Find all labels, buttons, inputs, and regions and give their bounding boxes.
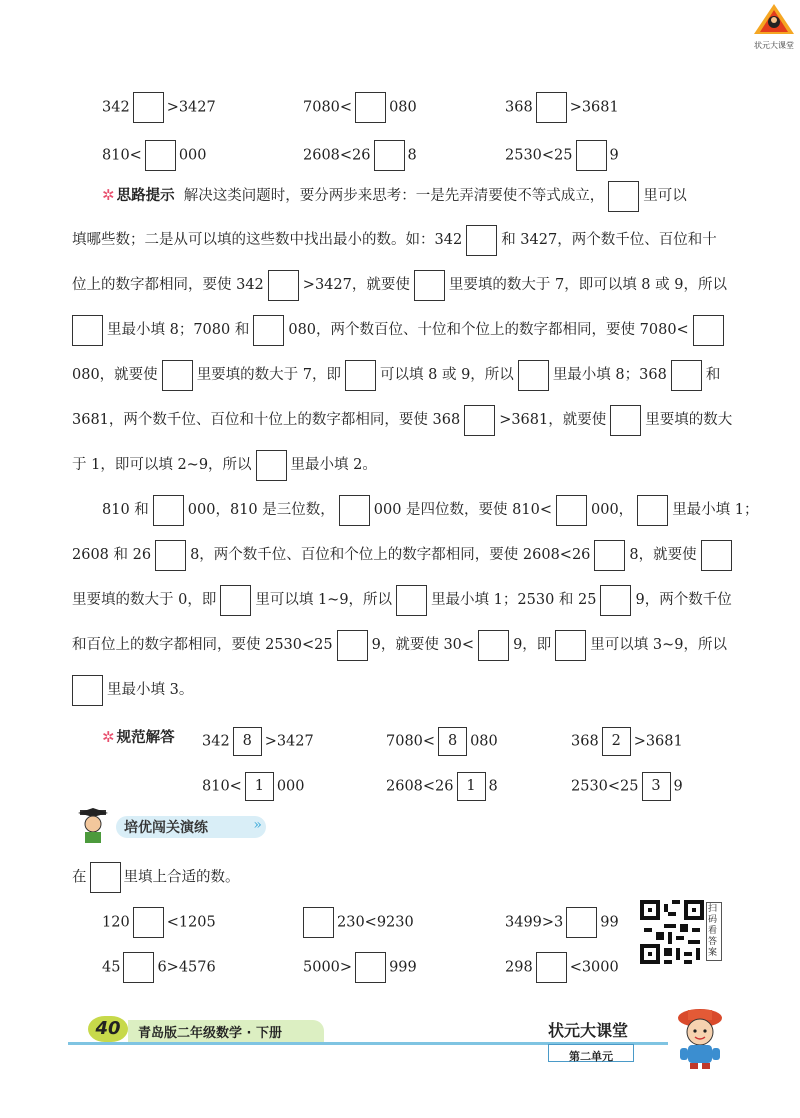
problem-1-3: 368 >3681 bbox=[505, 92, 619, 123]
hint-line-10: 里要填的数大于 0，即 里可以填 1~9，所以 里最小填 1；2530 和 25 9，两个数千位 bbox=[72, 583, 732, 617]
hint-box bbox=[268, 270, 299, 301]
hint-box bbox=[600, 585, 631, 616]
problem-2-3: 2530<25 9 bbox=[505, 140, 619, 171]
problem-2-2: 2608<26 8 bbox=[303, 140, 417, 171]
solution-1-1: 342 8 >3427 bbox=[202, 727, 314, 756]
hint-box bbox=[345, 360, 376, 391]
practice-answer-box[interactable] bbox=[355, 952, 386, 983]
hint-box bbox=[556, 495, 587, 526]
practice-2-2: 5000> 999 bbox=[303, 952, 417, 983]
chevrons-icon: » bbox=[253, 817, 262, 833]
hint-box bbox=[72, 675, 103, 706]
flower-icon: ✲ bbox=[102, 186, 115, 204]
practice-answer-box[interactable] bbox=[123, 952, 154, 983]
hint-box bbox=[693, 315, 724, 346]
page-number: 40 bbox=[95, 1018, 121, 1039]
problem-1-1: 342 >3427 bbox=[102, 92, 216, 123]
solution-2-2: 2608<26 1 8 bbox=[386, 772, 498, 801]
hint-box bbox=[610, 405, 641, 436]
hint-box bbox=[396, 585, 427, 616]
practice-banner-bar bbox=[116, 816, 266, 838]
practice-answer-box[interactable] bbox=[536, 952, 567, 983]
solution-box: 8 bbox=[438, 727, 467, 756]
problem-2-1: 810< 000 bbox=[102, 140, 207, 171]
practice-answer-box[interactable] bbox=[133, 907, 164, 938]
solution-box: 8 bbox=[233, 727, 262, 756]
hint-box bbox=[72, 315, 103, 346]
solution-box: 1 bbox=[457, 772, 486, 801]
answer-box[interactable] bbox=[374, 140, 405, 171]
hint-line-7: 于 1，即可以填 2~9，所以 里最小填 2。 bbox=[72, 448, 377, 482]
hint-box bbox=[253, 315, 284, 346]
hint-line-3: 位上的数字都相同，要使 342 >3427，就要使 里要填的数大于 7，即可以填 8 或 9，所以 bbox=[72, 268, 727, 302]
scholar-mascot-icon bbox=[72, 808, 116, 844]
practice-1-1: 120 <1205 bbox=[102, 907, 216, 938]
answer-box[interactable] bbox=[576, 140, 607, 171]
practice-2-3: 298 <3000 bbox=[505, 952, 619, 983]
answer-box[interactable] bbox=[133, 92, 164, 123]
hint-box bbox=[594, 540, 625, 571]
solution-1-3: 368 2 >3681 bbox=[571, 727, 683, 756]
hint-line-4: 里最小填 8；7080 和 080，两个数百位、十位和个位上的数字都相同，要使 7080< bbox=[72, 313, 728, 347]
hint-box bbox=[466, 225, 497, 256]
hint-line-12: 里最小填 3。 bbox=[72, 673, 193, 707]
unit-label: 第二单元 bbox=[569, 1050, 613, 1063]
solution-2-1: 810< 1 000 bbox=[202, 772, 305, 801]
hint-box bbox=[414, 270, 445, 301]
practice-banner-title: 培优闯关演练 bbox=[124, 820, 208, 836]
hint-label: 思路提示 bbox=[116, 188, 175, 204]
brand-logo bbox=[752, 2, 796, 48]
hint-box bbox=[155, 540, 186, 571]
hint-line-1: ✲ 思路提示 解决这类问题时，要分两步来思考：一是先弄清要使不等式成立， 里可以 bbox=[102, 178, 687, 213]
hint-box bbox=[337, 630, 368, 661]
hint-box bbox=[256, 450, 287, 481]
hint-box bbox=[220, 585, 251, 616]
practice-answer-box[interactable] bbox=[303, 907, 334, 938]
hint-box bbox=[162, 360, 193, 391]
practice-1-3: 3499>3 99 bbox=[505, 907, 619, 938]
hint-line-9: 2608 和 26 8，两个数千位、百位和个位上的数字都相同，要使 2608<26 8，就要使 bbox=[72, 538, 736, 572]
practice-answer-box[interactable] bbox=[566, 907, 597, 938]
example-box bbox=[90, 862, 121, 893]
hint-box bbox=[608, 181, 639, 212]
hint-line-11: 和百位上的数字都相同，要使 2530<25 9，就要使 30< 9，即 里可以填 3~9，所以 bbox=[72, 628, 727, 662]
mascot-icon bbox=[670, 1004, 730, 1070]
flame-logo-icon bbox=[752, 2, 796, 36]
practice-1-2: 230<9230 bbox=[303, 907, 414, 938]
qr-code[interactable] bbox=[640, 900, 704, 964]
hint-box bbox=[464, 405, 495, 436]
solution-row-1 bbox=[102, 727, 175, 748]
answer-box[interactable] bbox=[145, 140, 176, 171]
brand-logo-caption: 状元大课堂 bbox=[754, 41, 794, 50]
hint-box bbox=[701, 540, 732, 571]
footer-brand: 状元大课堂 bbox=[548, 1021, 629, 1040]
hint-box bbox=[478, 630, 509, 661]
hint-box bbox=[671, 360, 702, 391]
hint-box bbox=[339, 495, 370, 526]
hint-line-8: 810 和 000，810 是三位数， 000 是四位数，要使 810< 000， 里最小填 1； bbox=[102, 493, 759, 527]
practice-banner bbox=[72, 808, 272, 844]
hint-line-2: 填哪些数；二是从可以填的这些数中找出最小的数。如：342 和 3427，两个数千位、百位和十 bbox=[72, 223, 717, 257]
hint-box bbox=[555, 630, 586, 661]
flower-icon: ✲ bbox=[102, 728, 115, 746]
solution-label: 规范解答 bbox=[116, 730, 175, 746]
hint-box bbox=[518, 360, 549, 391]
solution-box: 1 bbox=[245, 772, 274, 801]
hint-box bbox=[637, 495, 668, 526]
book-title-bar bbox=[128, 1020, 324, 1042]
hint-line-6: 3681，两个数千位、百位和十位上的数字都相同，要使 368 >3681，就要使 里要填的数大 bbox=[72, 403, 732, 437]
book-title: 青岛版二年级数学 · 下册 bbox=[138, 1026, 282, 1041]
solution-box: 3 bbox=[642, 772, 671, 801]
solution-box: 2 bbox=[602, 727, 631, 756]
solution-2-3: 2530<25 3 9 bbox=[571, 772, 683, 801]
hint-line-5: 080，就要使 里要填的数大于 7，即 可以填 8 或 9，所以 里最小填 8；368 和 bbox=[72, 358, 720, 392]
solution-1-2: 7080< 8 080 bbox=[386, 727, 498, 756]
practice-instruction: 在 里填上合适的数。 bbox=[72, 862, 240, 893]
practice-2-1: 45 6>4576 bbox=[102, 952, 216, 983]
qr-code-icon bbox=[640, 900, 704, 964]
page-number-badge bbox=[88, 1016, 128, 1042]
qr-caption: 扫码看答案 bbox=[706, 902, 722, 961]
unit-label-box bbox=[548, 1044, 634, 1062]
answer-box[interactable] bbox=[355, 92, 386, 123]
hint-box bbox=[153, 495, 184, 526]
problem-1-2: 7080< 080 bbox=[303, 92, 417, 123]
answer-box[interactable] bbox=[536, 92, 567, 123]
